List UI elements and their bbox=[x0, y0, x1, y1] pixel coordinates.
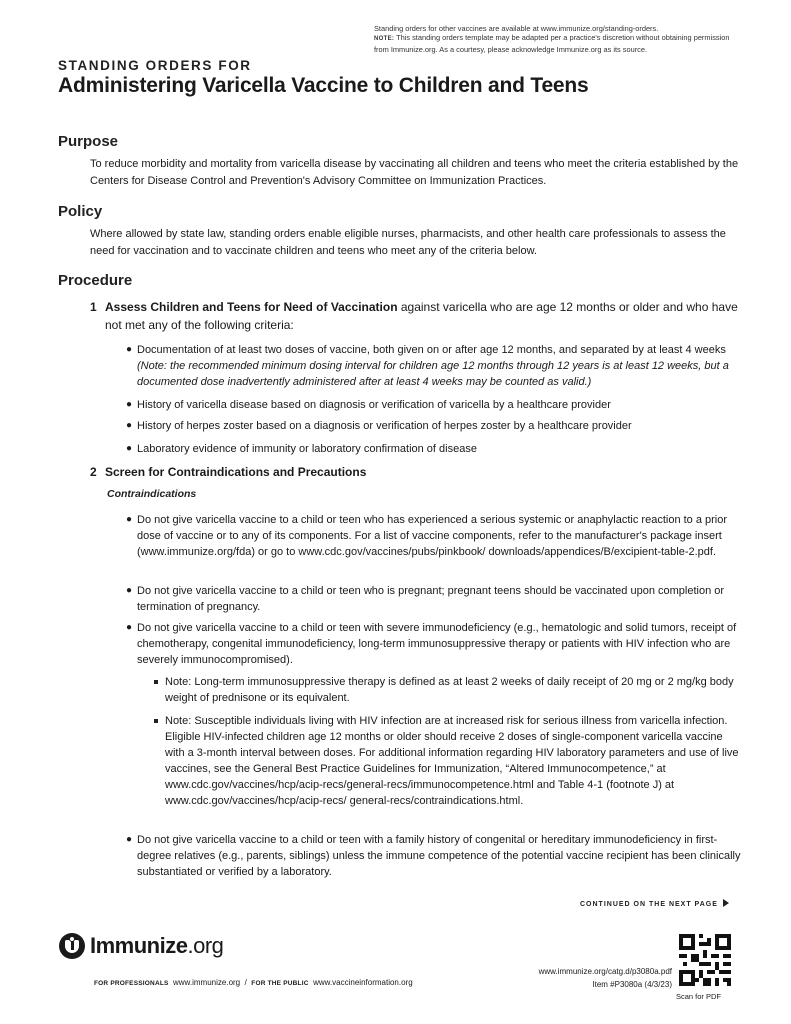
step-number: 2 bbox=[90, 465, 97, 479]
item-number: Item #P3080a (4/3/23) bbox=[592, 980, 672, 989]
footer-links: FOR PROFESSIONALS www.immunize.org / FOR THE PUBLIC www.vaccineinformation.org bbox=[94, 978, 413, 987]
arrow-right-icon bbox=[723, 899, 729, 907]
criteria-item: ● History of varicella disease based on diagnosis or verification of varicella by a healthcare provider bbox=[126, 399, 611, 411]
standing-orders-note bbox=[374, 24, 734, 54]
square-bullet-icon bbox=[154, 719, 158, 723]
purpose-heading: Purpose bbox=[58, 133, 119, 150]
qr-code-icon[interactable] bbox=[679, 934, 731, 986]
contraindication-item: ● Do not give varicella vaccine to a child or teen who is pregnant; pregnant teens should be vaccinated upon completion or termination of pregnancy. bbox=[126, 585, 725, 613]
criteria-item: ● Laboratory evidence of immunity or laboratory confirmation of disease bbox=[126, 443, 477, 455]
contraindication-item: ● Do not give varicella vaccine to a child or teen who has experienced a serious systemic or anaphylactic reaction to a prior dose of vaccine or to any of its components. For a list of vaccine components, refer to the manufacturer's package insert (www.immunize.org/fda) or go to www.cdc.gov/vaccines/pubs/pinkbook/ downloads/appendices/B/excipient-table-2.pdf. bbox=[126, 514, 728, 558]
policy-text: Where allowed by state law, standing orders enable eligible nurses, pharmacists, and other health care professionals to assess the need for vaccination and to vaccinate children and teens who meet any of the criteria below. bbox=[90, 228, 726, 257]
bullet-icon: ● bbox=[126, 399, 133, 410]
criteria-item: ● History of herpes zoster based on a diagnosis or verification of herpes zoster by a healthcare provider bbox=[126, 420, 632, 432]
bullet-icon: ● bbox=[126, 834, 133, 845]
bullet-icon: ● bbox=[126, 420, 133, 431]
sub-note: Note: Susceptible individuals living with HIV infection are at increased risk for serious illness from varicella infection. Eligible HIV-infected children age 12 months or older should receive 2 doses of single-component varicella vaccine with a 3-month interval between doses. For additional information regarding HIV laboratory parameters and use of live vaccines, see the General Best Practice Guidelines for Immunization, “Altered Immunocompetence,” at www.cdc.gov/vaccines/hcp/acip-recs/general-recs/immunocompetence.html and Table 4-1 (footnote J) at www.cdc.gov/vaccines/hcp/acip-recs/ general-recs/contraindications.html. bbox=[165, 713, 743, 809]
bullet-icon: ● bbox=[126, 514, 133, 525]
contraindications-heading: Contraindications bbox=[107, 488, 197, 500]
policy-heading: Policy bbox=[58, 203, 103, 220]
bullet-icon: ● bbox=[126, 443, 133, 454]
note-text: This standing orders template may be adapted per a practice's discretion without obtaining permission from Immunize.org. As a courtesy, please acknowledge Immunize.org as its source. bbox=[374, 33, 730, 54]
page-title: Administering Varicella Vaccine to Children and Teens bbox=[58, 74, 589, 97]
square-bullet-icon bbox=[154, 680, 158, 684]
pro-url-link[interactable]: www.immunize.org bbox=[173, 978, 241, 987]
qr-label: Scan for PDF bbox=[676, 992, 722, 1001]
step-title: Assess Children and Teens for Need of Vaccination bbox=[105, 300, 398, 314]
public-label: FOR THE PUBLIC bbox=[251, 980, 309, 987]
note-line-1: Standing orders for other vaccines are available at www.immunize.org/standing-orders. bbox=[374, 24, 659, 33]
pro-label: FOR PROFESSIONALS bbox=[94, 980, 169, 987]
step-2 bbox=[90, 463, 750, 481]
immunize-logo-icon bbox=[59, 933, 85, 959]
procedure-heading: Procedure bbox=[58, 272, 133, 289]
sub-note: Note: Long-term immunosuppressive therapy is defined as at least 2 weeks of daily receipt of 20 mg or 2 mg/kg body weight of prednisone or its equivalent. bbox=[165, 674, 743, 706]
title-kicker: STANDING ORDERS FOR bbox=[58, 58, 252, 73]
continued-next-page: CONTINUED ON THE NEXT PAGE bbox=[580, 899, 729, 908]
note-line-2 bbox=[374, 33, 734, 54]
pdf-url-link[interactable]: www.immunize.org/catg.d/p3080a.pdf bbox=[538, 967, 672, 976]
contraindication-item: ● Do not give varicella vaccine to a child or teen with severe immunodeficiency (e.g., hematologic and solid tumors, receipt of chemotherapy, congenital immunodeficiency, long-term immunosuppressive therapy or patients with HIV infection who are severely immunocompromised). bbox=[126, 622, 737, 666]
immunize-logo: Immunize.org bbox=[59, 933, 223, 959]
purpose-text: To reduce morbidity and mortality from varicella disease by vaccinating all children and teens who meet the criteria established by the Centers for Disease Control and Prevention's Advisory Committee on Immunization Practices. bbox=[90, 158, 739, 187]
public-url-link[interactable]: www.vaccineinformation.org bbox=[313, 978, 413, 987]
step-text: against varicella who are age 12 months or older and who have not met any of the following criteria: bbox=[105, 300, 738, 332]
criteria-item: ● Documentation of at least two doses of vaccine, both given on or after age 12 months, and separated by at least 4 weeks (Note: the recommended minimum dosing interval for children age 12 months through 12 years is at least 12 weeks, but a documented dose inadvertently administered after at least 4 weeks may be counted as valid.) bbox=[126, 344, 729, 388]
step-number: 1 bbox=[90, 300, 97, 314]
step-1 bbox=[90, 298, 750, 334]
footer-item-info bbox=[480, 965, 672, 991]
note-label: NOTE: bbox=[374, 36, 395, 43]
bullet-icon: ● bbox=[126, 344, 133, 355]
step-title: Screen for Contraindications and Precautions bbox=[105, 465, 367, 479]
contraindication-item: ● Do not give varicella vaccine to a child or teen with a family history of congenital or hereditary immunodeficiency in first-degree relatives (e.g., parents, siblings) unless the immune competence of the potential vaccine recipient has been clinically substantiated or verified by a laboratory. bbox=[126, 834, 741, 878]
bullet-icon: ● bbox=[126, 585, 133, 596]
bullet-icon: ● bbox=[126, 622, 133, 633]
